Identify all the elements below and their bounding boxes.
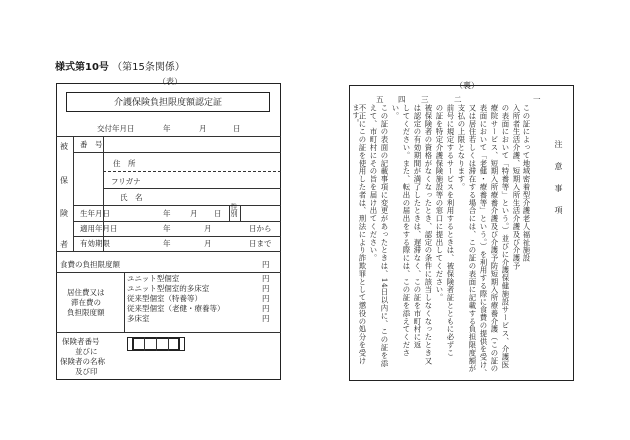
room-type: 多床室 <box>127 314 150 323</box>
room-type: ユニット型個室 <box>127 274 180 283</box>
note-line: の表面において「特養等」という。）並びに介護保健施設サービス、介護医 <box>501 104 510 369</box>
note-line: 前号に規定するサービスを利用するときは、被保険者証とともに必ずこ <box>446 104 455 357</box>
note-line: ます。 <box>352 104 360 127</box>
item-mark: 一 <box>533 95 541 104</box>
row-divider <box>56 332 281 333</box>
food-cost-yen: 円 <box>262 260 270 269</box>
row-divider <box>73 205 281 206</box>
room-type: 従来型個室（特養等） <box>127 294 202 303</box>
furigana-divider <box>103 171 281 172</box>
insurer-label-3: 保険者の名称 <box>60 357 105 366</box>
note-line: 表面において「老健・療養等」という。）を利用する際に食費の提供を受け、 <box>479 104 488 377</box>
row-divider <box>56 251 281 252</box>
notes-title: 注 意 事 項 <box>554 140 563 217</box>
insured-char-3: 険 <box>60 209 68 218</box>
room-yen: 円 <box>262 314 270 323</box>
room-cost-label-3: 負担限度額 <box>67 308 105 317</box>
insurer-label-2: 並びに <box>75 347 98 356</box>
apply-date-label: 適用年月日 <box>80 224 118 233</box>
room-cost-label-2: 滞在費の <box>71 298 101 307</box>
form-number-label: 様式第10号 <box>55 62 109 73</box>
form-number <box>55 58 185 73</box>
item-mark: 二 <box>454 95 462 104</box>
room-yen: 円 <box>262 294 270 303</box>
note-line: 不正にこの証を使用した者は、刑法により詐欺罪として懲役の処分を受け <box>358 104 367 365</box>
front-side-label: （表） <box>158 77 182 86</box>
room-type: ユニット型個室的多床室 <box>127 284 210 293</box>
note-line: してください。また、転出の届出をする際には、この証を添えてくださ <box>402 104 411 357</box>
column-divider <box>124 272 125 332</box>
issue-month: 月 <box>199 124 207 133</box>
room-type: 従来型個室（老健・療養等） <box>127 304 225 313</box>
row-divider <box>103 188 281 189</box>
note-line: 支払の上限となります。 <box>457 104 466 191</box>
note-line: 被保険者の資格がなくなったとき、認定の条件に該当しなくなったとき又 <box>424 104 433 365</box>
address-label: 住 所 <box>113 159 136 168</box>
note-line: この証の表面の記載事項に変更があったときは、14日以内に、この証を添 <box>380 104 389 368</box>
birth-year: 年 <box>163 209 171 218</box>
issue-year: 年 <box>163 124 171 133</box>
valid-until-label: 有効期限 <box>80 239 110 248</box>
row-divider <box>56 136 281 137</box>
row-divider <box>73 152 281 153</box>
digit-divider <box>156 337 157 351</box>
note-line: い。 <box>391 104 400 120</box>
row-divider <box>73 221 281 222</box>
room-yen: 円 <box>262 274 270 283</box>
name-label: 氏 名 <box>120 193 143 202</box>
insurer-label-4: 及び印 <box>75 367 98 376</box>
room-cost-label-1: 居住費又は <box>67 288 105 297</box>
apply-year: 年 <box>163 224 171 233</box>
note-line: の証を特定介護保険施設等の窓口に提出してください。 <box>435 104 444 302</box>
item-mark: 五 <box>376 95 384 104</box>
room-yen: 円 <box>262 304 270 313</box>
form-reference: （第15条関係） <box>112 62 185 73</box>
insurer-label-1: 保険者番号 <box>62 337 100 346</box>
note-line: 入所者生活介護、短期入所生活介護及び介護予 <box>512 104 521 270</box>
birth-month: 月 <box>190 209 198 218</box>
insured-char-1: 被 <box>60 142 68 151</box>
note-line: 又は居住若しくは滞在する場合には、この証の表面に記載する負担限度額が <box>468 104 477 373</box>
apply-from: 日から <box>249 224 272 233</box>
birth-day: 日 <box>214 209 222 218</box>
apply-month: 月 <box>204 224 212 233</box>
column-divider <box>240 205 241 221</box>
row-divider <box>73 236 281 237</box>
insured-char-2: 保 <box>60 176 68 185</box>
note-line: この証によって地域密着型介護老人福祉施設 <box>522 104 531 262</box>
back-side-label: （裏） <box>455 81 479 90</box>
issue-day: 日 <box>233 124 241 133</box>
valid-year: 年 <box>163 239 171 248</box>
digit-divider <box>168 337 169 351</box>
item-mark: 三 <box>421 95 429 104</box>
issue-date-label: 交付年月日 <box>97 124 135 133</box>
note-line: えて、市町村にその旨を届け出てください。 <box>369 104 378 262</box>
note-line: は認定の有効期間が満了したときは、遅滞なく、この証を市町村に返 <box>413 104 422 349</box>
number-label: 番 号 <box>80 140 103 149</box>
note-line: 療院サービス、短期入所療養介護及び介護予防短期入所療養介護（この証の <box>490 104 499 373</box>
valid-until: 日まで <box>249 239 272 248</box>
digit-divider <box>144 337 145 351</box>
food-cost-label: 食費の負担限度額 <box>60 260 120 269</box>
valid-month: 月 <box>204 239 212 248</box>
row-divider <box>56 272 281 273</box>
sex-label: 性別 <box>230 203 238 217</box>
column-divider <box>73 136 74 251</box>
furigana-label: フリガナ <box>111 177 141 186</box>
insured-char-4: 者 <box>60 240 68 249</box>
certificate-title: 介護保険負担限度額認定証 <box>66 92 270 112</box>
room-yen: 円 <box>262 284 270 293</box>
item-mark: 四 <box>398 95 406 104</box>
birth-label: 生年月日 <box>80 209 110 218</box>
